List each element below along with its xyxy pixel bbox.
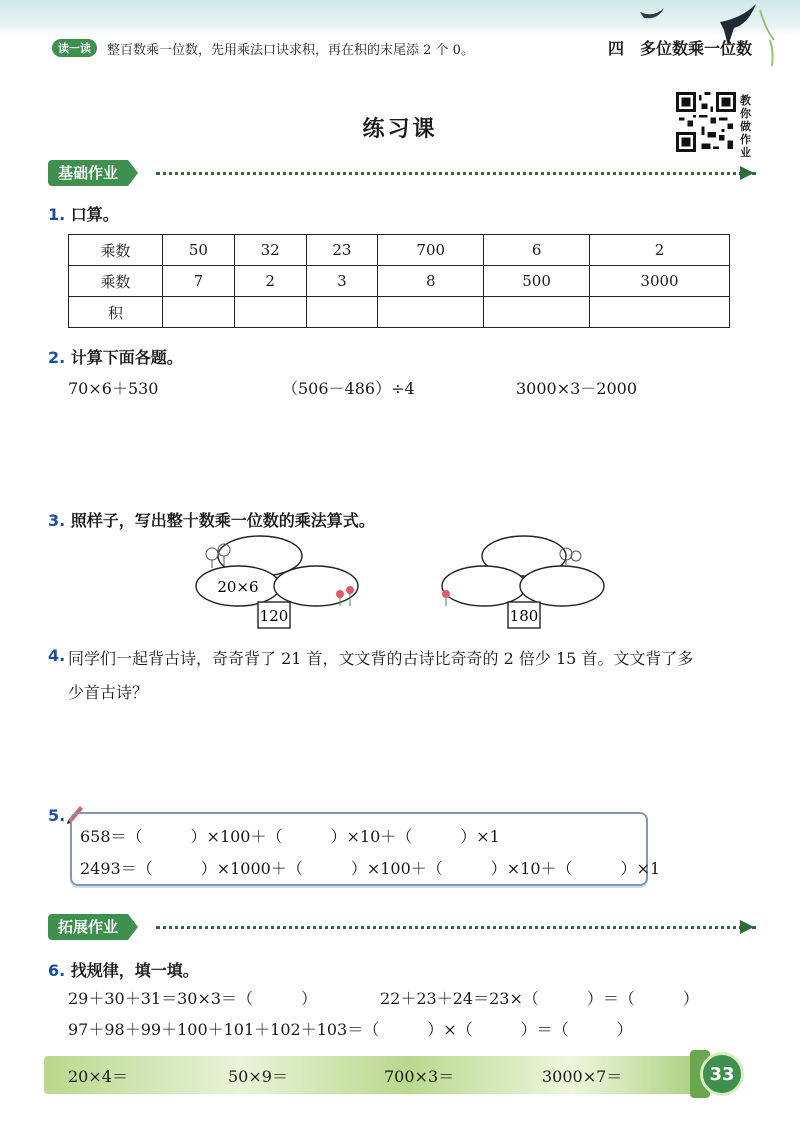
footer-practice-strip xyxy=(44,1056,704,1094)
question-text: 计算下面各题。 xyxy=(70,348,183,367)
section-divider xyxy=(156,172,756,175)
answer-cell[interactable] xyxy=(590,297,730,328)
question-text: 照样子，写出整十数乘一位数的乘法算式。 xyxy=(70,511,375,530)
table-cell: 2 xyxy=(234,266,306,297)
question-number: 2. xyxy=(48,348,66,367)
table-row xyxy=(69,266,730,297)
table-cell: 2 xyxy=(590,235,730,266)
table-cell: 6 xyxy=(484,235,590,266)
calc-item: 70×6＋530 xyxy=(68,379,159,398)
flower-icon xyxy=(442,590,450,606)
table-cell: 3000 xyxy=(590,266,730,297)
page-title: 练习课 xyxy=(362,117,438,142)
task-result: 180 xyxy=(509,607,539,625)
ellipse-right[interactable] xyxy=(520,566,604,606)
pattern-item-a[interactable]: 29＋30＋31＝30×3＝（ ） xyxy=(68,989,318,1008)
question-4-line2: 少首古诗？ xyxy=(68,683,149,702)
pattern-item-c[interactable]: 97＋98＋99＋100＋101＋102＋103＝（ ）×（ ）＝（ ） xyxy=(68,1020,633,1039)
table-cell: 积 xyxy=(69,297,163,328)
qr-caption: 教你做作业 xyxy=(740,94,751,159)
question-3 xyxy=(48,508,375,531)
arrow-right-icon xyxy=(740,920,754,934)
table-row xyxy=(69,297,730,328)
read-badge: 读一读 xyxy=(52,39,97,57)
pattern-item-b[interactable]: 22＋23＋24＝23×（ ）＝（ ） xyxy=(380,989,699,1008)
table-row xyxy=(69,235,730,266)
table-cell: 23 xyxy=(306,235,378,266)
footer-item: 50×9＝ xyxy=(228,1067,288,1086)
question-4-line1: 同学们一起背古诗，奇奇背了 21 首，文文背的古诗比奇奇的 2 倍少 15 首。文文背了多 xyxy=(68,649,694,668)
question-6 xyxy=(48,958,199,981)
question-number: 6. xyxy=(48,961,66,980)
place-value-line1[interactable]: 658＝（ ）×100＋（ ）×10＋（ ）×1 xyxy=(80,827,500,846)
question-number: 5. xyxy=(48,806,66,825)
answer-cell[interactable] xyxy=(378,297,484,328)
question-5-number xyxy=(48,806,65,825)
ellipse-left[interactable] xyxy=(442,566,526,606)
example-result: 120 xyxy=(259,607,289,625)
section-extend-tag xyxy=(48,914,128,940)
table-cell: 700 xyxy=(378,235,484,266)
calc-item: （506－486）÷4 xyxy=(282,379,415,398)
answer-cell[interactable] xyxy=(484,297,590,328)
footer-item: 700×3＝ xyxy=(384,1067,455,1086)
section-basic-tag xyxy=(48,160,128,186)
reading-tip xyxy=(52,38,474,58)
question-number: 3. xyxy=(48,511,66,530)
example-expression: 20×6 xyxy=(217,578,259,596)
ellipse-diagram xyxy=(180,532,620,640)
footer-item: 3000×7＝ xyxy=(542,1067,623,1086)
table-cell: 32 xyxy=(234,235,306,266)
section-extend-label: 拓展作业 xyxy=(48,914,128,940)
ellipse-right[interactable] xyxy=(274,566,358,606)
tip-text: 整百数乘一位数，先用乘法口诀求积，再在积的末尾添 2 个 0。 xyxy=(107,42,474,58)
answer-cell[interactable] xyxy=(163,297,235,328)
table-cell: 50 xyxy=(163,235,235,266)
footer-item: 20×4＝ xyxy=(68,1067,128,1086)
page-number: 33 xyxy=(700,1052,744,1096)
answer-cell[interactable] xyxy=(306,297,378,328)
arrow-right-icon xyxy=(740,166,754,180)
table-cell: 8 xyxy=(378,266,484,297)
place-value-line2[interactable]: 2493＝（ ）×1000＋（ ）×100＋（ ）×10＋（ ）×1 xyxy=(80,859,661,878)
answer-cell[interactable] xyxy=(234,297,306,328)
question-1 xyxy=(48,202,119,225)
chapter-title: 四 多位数乘一位数 xyxy=(607,39,752,58)
table-cell: 乘数 xyxy=(69,266,163,297)
question-text: 口算。 xyxy=(70,205,119,224)
question-text: 找规律，填一填。 xyxy=(70,961,199,980)
section-basic-label: 基础作业 xyxy=(48,160,128,186)
table-cell: 500 xyxy=(484,266,590,297)
question-number: 1. xyxy=(48,205,66,224)
question-2 xyxy=(48,345,183,368)
qr-code-icon[interactable] xyxy=(676,92,736,152)
section-divider xyxy=(156,926,756,929)
question-4-number xyxy=(48,646,65,665)
table-cell: 乘数 xyxy=(69,235,163,266)
oral-calc-table xyxy=(68,234,730,328)
table-cell: 3 xyxy=(306,266,378,297)
question-number: 4. xyxy=(48,646,66,665)
calc-item: 3000×3－2000 xyxy=(516,379,638,398)
table-cell: 7 xyxy=(163,266,235,297)
